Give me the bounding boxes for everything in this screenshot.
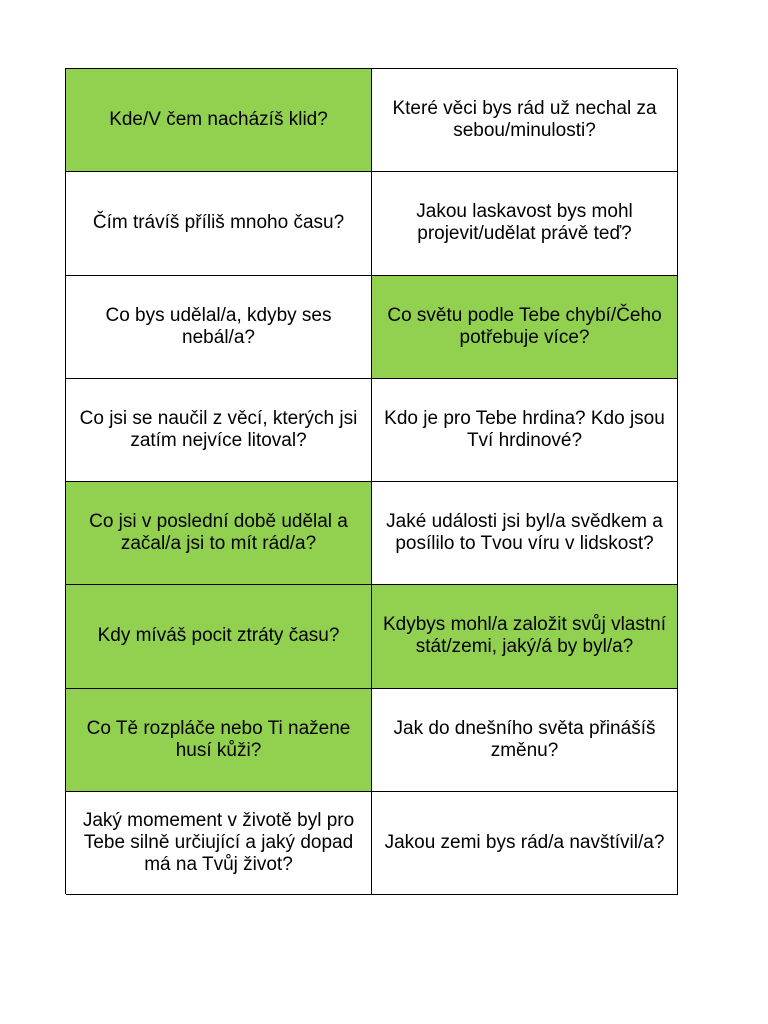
question-card: Jaké události jsi byl/a svědkem a posílilo to Tvou víru v lidskost? <box>372 482 678 585</box>
question-card: Jakou zemi bys rád/a navštívil/a? <box>372 792 678 895</box>
question-card: Co jsi se naučil z věcí, kterých jsi zatím nejvíce litoval? <box>66 379 372 482</box>
question-card: Které věci bys rád už nechal za sebou/minulosti? <box>372 69 678 172</box>
question-card: Čím trávíš příliš mnoho času? <box>66 172 372 275</box>
question-card: Kdy míváš pocit ztráty času? <box>66 585 372 688</box>
question-card: Jakou laskavost bys mohl projevit/udělat právě teď? <box>372 172 678 275</box>
question-card: Kde/V čem nacházíš klid? <box>66 69 372 172</box>
question-card-grid <box>65 68 677 894</box>
question-card: Jak do dnešního světa přinášíš změnu? <box>372 689 678 792</box>
question-card: Co jsi v poslední době udělal a začal/a jsi to mít rád/a? <box>66 482 372 585</box>
question-card: Co Tě rozpláče nebo Ti nažene husí kůži? <box>66 689 372 792</box>
question-card: Kdo je pro Tebe hrdina? Kdo jsou Tví hrdinové? <box>372 379 678 482</box>
question-card: Co bys udělal/a, kdyby ses nebál/a? <box>66 276 372 379</box>
question-card: Co světu podle Tebe chybí/Čeho potřebuje více? <box>372 276 678 379</box>
question-card: Kdybys mohl/a založit svůj vlastní stát/zemi, jaký/á by byl/a? <box>372 585 678 688</box>
question-card: Jaký momement v životě byl pro Tebe silně určiující a jaký dopad má na Tvůj život? <box>66 792 372 895</box>
